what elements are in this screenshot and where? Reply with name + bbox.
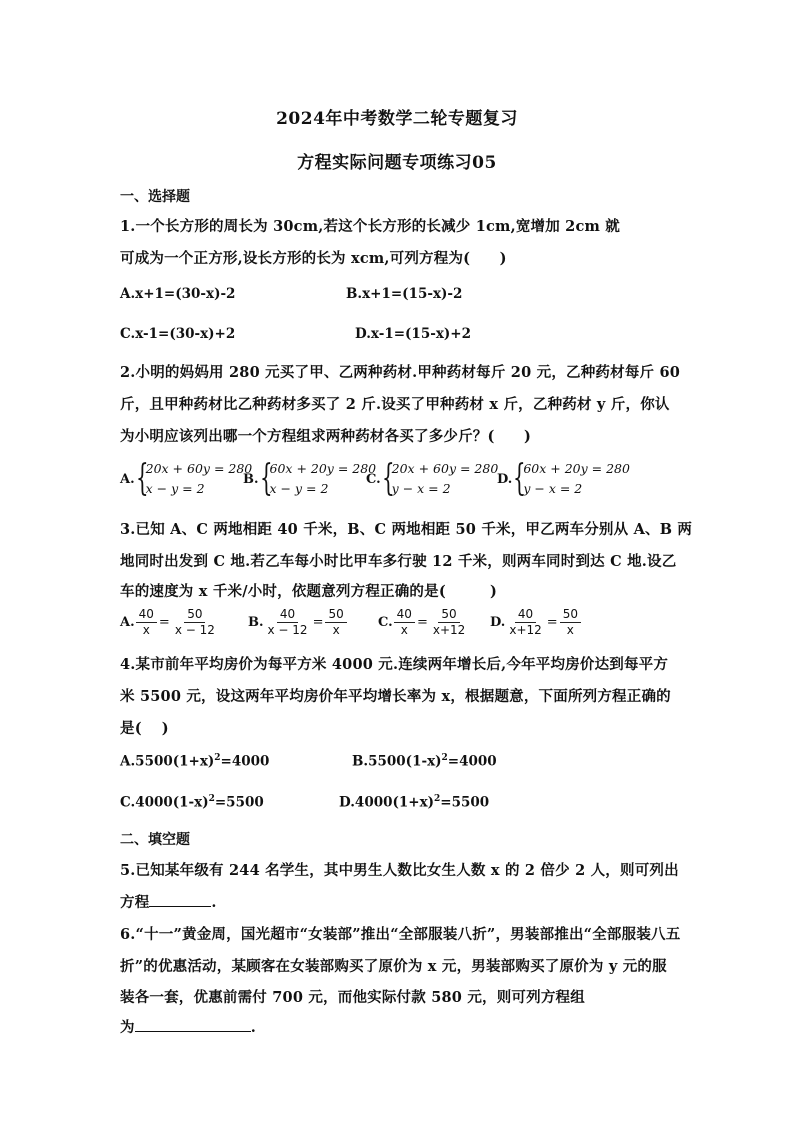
fraction-numerator: 50	[560, 607, 581, 623]
q6-line4	[120, 1016, 256, 1037]
q4-line1: 4.某市前年平均房价为每平方米 4000 元.连续两年增长后,今年平均房价达到每平方	[120, 656, 669, 673]
q2-option-c	[366, 459, 498, 499]
section-heading-choice: 一、选择题	[120, 189, 190, 205]
q1-line2: 可成为一个正方形,设长方形的长为 xcm,可列方程为( )	[120, 250, 507, 267]
q6-answer-blank[interactable]	[135, 1031, 251, 1032]
fraction-denominator: x+12	[509, 623, 542, 637]
q4-option-d-base: D.4000(1+x)	[339, 794, 435, 811]
q2-option-d-eq1: 60x + 20y = 280	[523, 461, 630, 476]
fraction-denominator: x − 12	[267, 623, 308, 637]
q2-option-d-label: D.	[497, 471, 513, 487]
q2-line2: 斤，且甲种药材比乙种药材多买了 2 斤.设买了甲种药材 x 斤，乙种药材 y 斤，你认	[120, 396, 670, 413]
q2-option-d	[497, 459, 630, 499]
q5-prefix: 方程	[120, 894, 150, 911]
exponent: 2	[208, 794, 215, 804]
brace-icon: {	[135, 458, 149, 499]
fraction-numerator: 50	[184, 607, 205, 623]
fraction-numerator: 50	[438, 607, 459, 623]
equals-sign: =	[416, 615, 428, 630]
fraction-numerator: 40	[515, 607, 536, 623]
q3-line2: 地同时出发到 C 地.若乙车每小时比甲车多行驶 12 千米，则两车同时到达 C 地.设乙	[120, 553, 677, 570]
q2-line1: 2.小明的妈妈用 280 元买了甲、乙两种药材.甲种药材每斤 20 元，乙种药材每斤 60	[120, 364, 681, 381]
q3-line1: 3.已知 A、C 两地相距 40 千米，B、C 两地相距 50 千米，甲乙两车分别从 A、B 两	[120, 521, 693, 538]
q4-option-a	[120, 753, 269, 770]
q3-option-b-label: B.	[248, 615, 264, 630]
q3-option-c	[378, 607, 469, 638]
q2-option-c-label: C.	[366, 471, 381, 487]
fraction-denominator: x	[332, 623, 340, 637]
q4-option-b-rhs: =4000	[447, 753, 497, 770]
q2-option-a-eq1: 20x + 60y = 280	[145, 461, 253, 476]
brace-icon: {	[381, 458, 395, 499]
q1-line1: 1.一个长方形的周长为 30cm,若这个长方形的长减少 1cm,宽增加 2cm 就	[120, 218, 620, 235]
fraction-denominator: x	[566, 623, 574, 637]
q4-option-d	[339, 794, 489, 811]
q3-line3: 车的速度为 x 千米/小时，依题意列方程正确的是( )	[120, 583, 498, 600]
exponent: 2	[214, 753, 221, 763]
fraction-denominator: x	[142, 623, 150, 637]
q6-suffix: .	[250, 1019, 256, 1036]
q4-option-a-base: A.5500(1+x)	[120, 753, 215, 770]
fraction-denominator: x − 12	[174, 623, 215, 637]
q5-suffix: .	[211, 894, 217, 911]
doc-title: 2024年中考数学二轮专题复习	[276, 109, 518, 129]
q3-option-d-label: D.	[490, 615, 506, 630]
q2-line3: 为小明应该列出哪一个方程组求两种药材各买了多少斤？( )	[120, 428, 532, 445]
q2-option-a-eq2: x − y = 2	[145, 481, 205, 496]
fraction-numerator: 40	[136, 607, 157, 623]
q4-option-b	[352, 753, 497, 770]
q2-option-c-eq1: 20x + 60y = 280	[391, 461, 499, 476]
section-heading-fill: 二、填空题	[120, 832, 190, 848]
fraction-numerator: 50	[325, 607, 346, 623]
equals-sign: =	[158, 615, 170, 630]
brace-icon: {	[513, 458, 526, 499]
fraction-denominator: x+12	[432, 623, 466, 637]
equals-sign: =	[546, 615, 558, 630]
q2-option-d-eq2: y − x = 2	[523, 481, 583, 496]
q6-line1: 6.“十一”黄金周，国光超市“女装部”推出“全部服装八折”，男装部推出“全部服装八五	[120, 926, 681, 943]
q4-option-d-rhs: =5500	[440, 794, 490, 811]
q4-option-a-rhs: =4000	[220, 753, 270, 770]
fraction-numerator: 40	[277, 607, 298, 623]
q5-line2	[120, 891, 217, 912]
q1-option-b: B.x+1=(15-x)-2	[346, 286, 463, 302]
q3-option-d	[490, 607, 582, 638]
q3-option-c-label: C.	[378, 615, 393, 630]
q4-option-c	[120, 794, 264, 811]
q4-option-b-base: B.5500(1-x)	[352, 753, 442, 770]
fraction-denominator: x	[400, 623, 408, 637]
q2-option-c-eq2: y − x = 2	[391, 481, 451, 496]
fraction-numerator: 40	[394, 607, 415, 623]
q4-option-c-base: C.4000(1-x)	[120, 794, 209, 811]
q2-option-b-label: B.	[243, 471, 259, 487]
q3-option-a	[120, 607, 219, 638]
equals-sign: =	[312, 615, 324, 630]
exponent: 2	[441, 753, 448, 763]
q3-option-b	[248, 607, 348, 638]
q3-option-a-label: A.	[120, 615, 135, 630]
q1-option-d: D.x-1=(15-x)+2	[355, 326, 471, 342]
brace-icon: {	[259, 458, 273, 499]
exponent: 2	[434, 794, 441, 804]
q5-answer-blank[interactable]	[149, 906, 211, 907]
q6-prefix: 为	[120, 1019, 135, 1036]
q2-option-b-eq1: 60x + 20y = 280	[269, 461, 377, 476]
q2-option-b	[243, 459, 376, 499]
q2-option-b-eq2: x − y = 2	[269, 481, 329, 496]
q1-option-a: A.x+1=(30-x)-2	[120, 286, 236, 302]
q2-option-a	[120, 459, 252, 499]
q5-line1: 5.已知某年级有 244 名学生，其中男生人数比女生人数 x 的 2 倍少 2 人，则可列出	[120, 862, 679, 879]
doc-subtitle: 方程实际问题专项练习05	[297, 153, 497, 173]
q6-line3: 装各一套，优惠前需付 700 元，而他实际付款 580 元，则可列方程组	[120, 989, 585, 1006]
q4-option-c-rhs: =5500	[214, 794, 264, 811]
q1-option-c: C.x-1=(30-x)+2	[120, 326, 236, 342]
q4-line2: 米 5500 元，设这两年平均房价年平均增长率为 x，根据题意，下面所列方程正确的	[120, 688, 671, 705]
q4-line3: 是( )	[120, 720, 169, 737]
q2-option-a-label: A.	[120, 471, 135, 487]
q6-line2: 折”的优惠活动，某顾客在女装部购买了原价为 x 元，男装部购买了原价为 y 元的服	[120, 958, 667, 975]
